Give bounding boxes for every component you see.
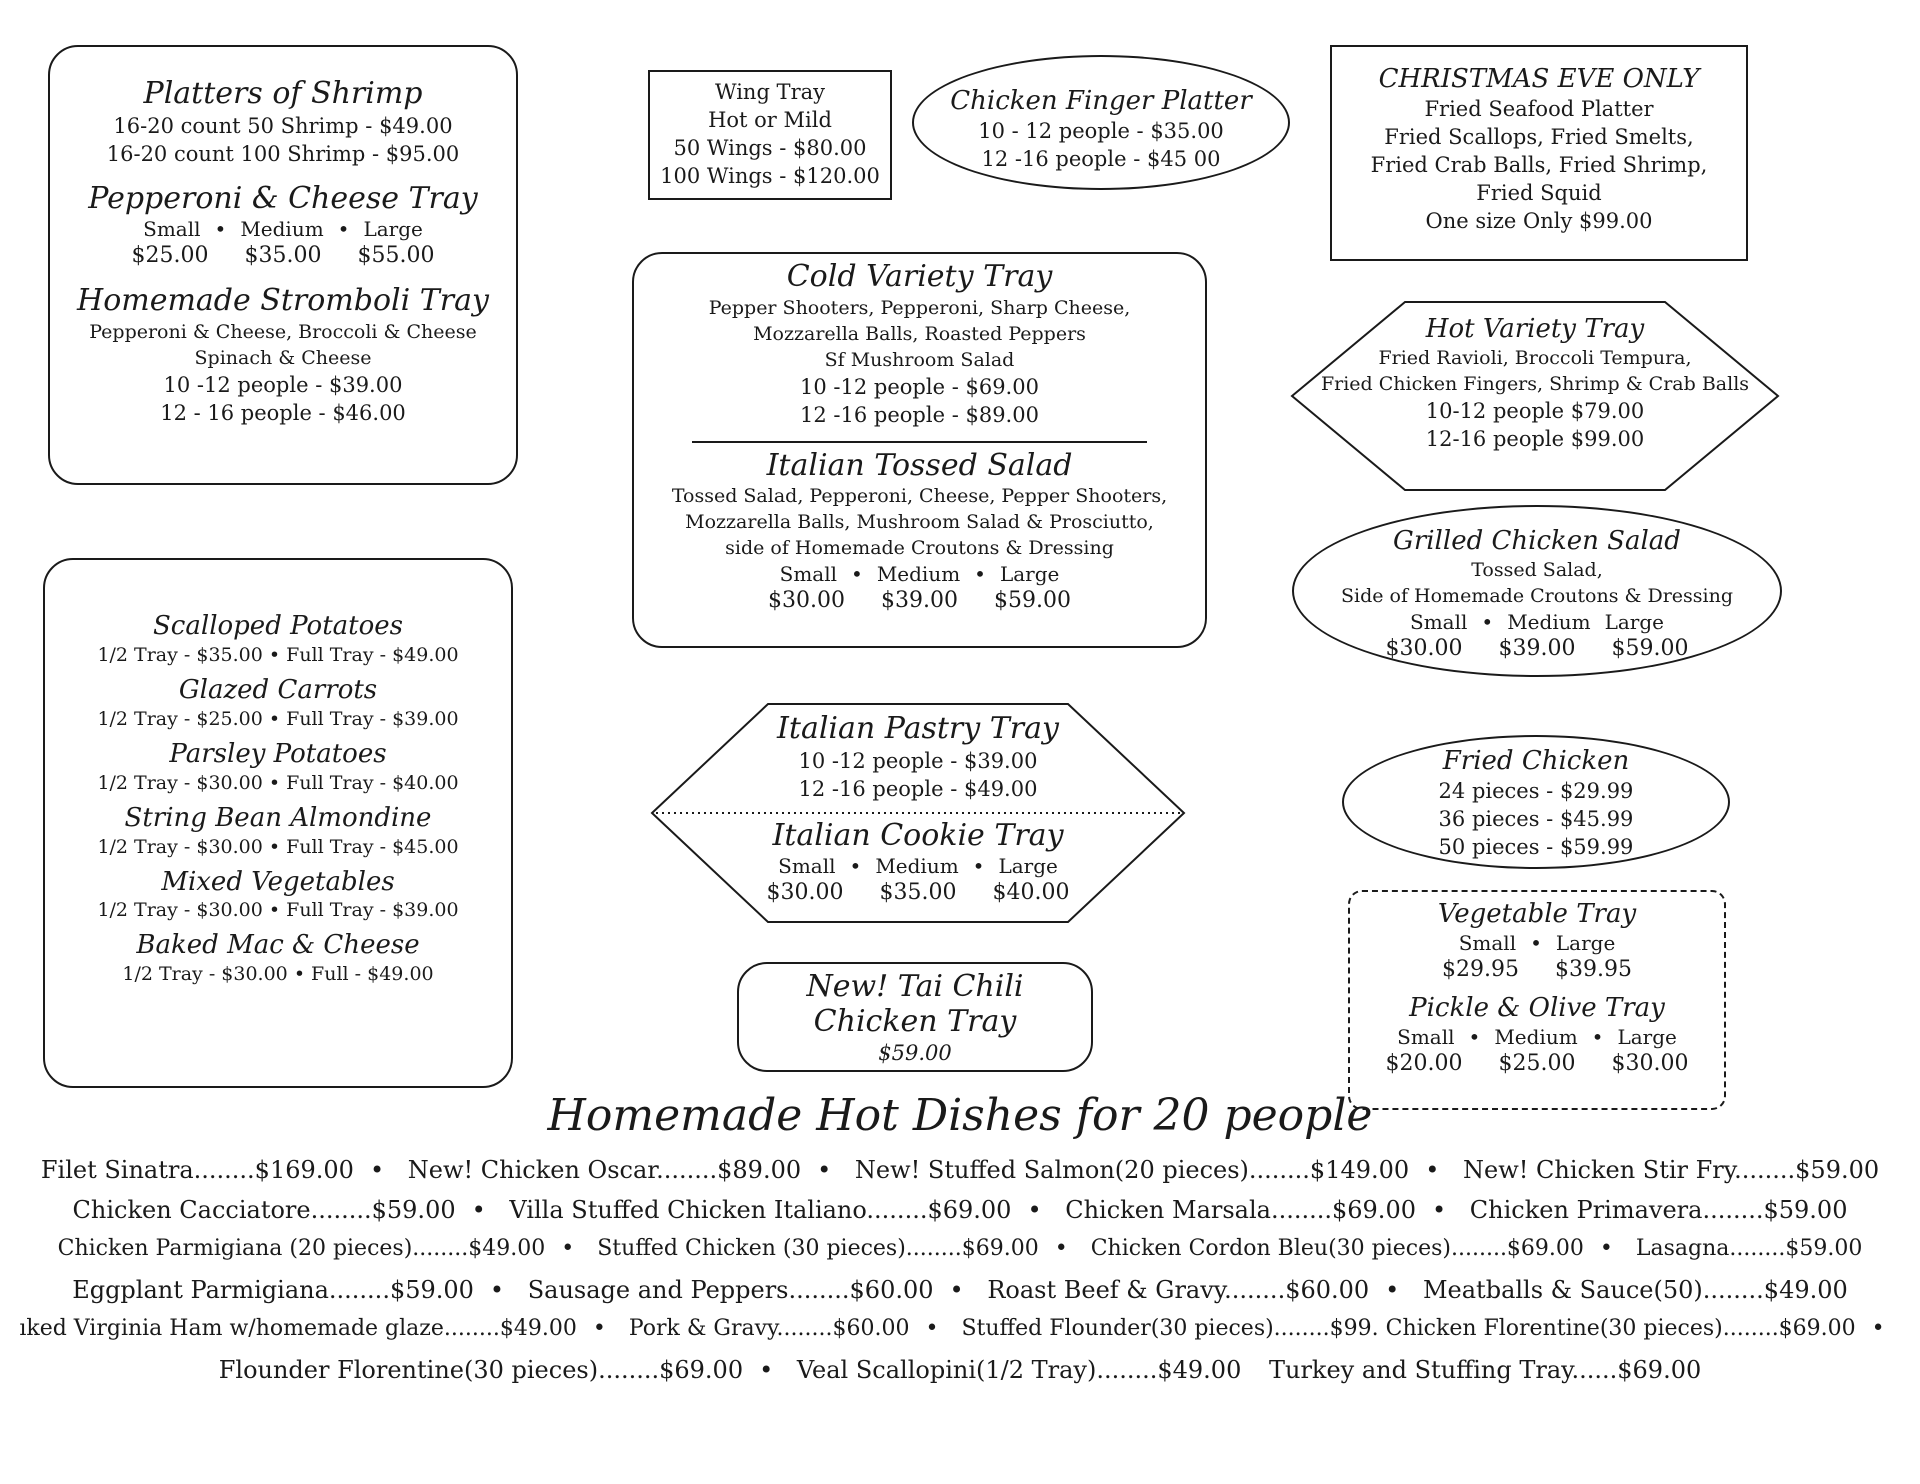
chicken-finger-line-2: 12 -16 people - $45 00 bbox=[981, 146, 1221, 171]
hot-variety-content bbox=[1290, 315, 1780, 453]
cold-variety-box: Cold Variety Tray Pepper Shooters, Pepperoni, Sharp Cheese, Mozzarella Balls, Roasted Peppers Sf Mushroom Salad 10 -12 people - $69.00 12 -16 people - $89.00 Italian Tossed Salad Tossed Salad, Pepperoni, Cheese, Pepper Shooters, Mozzarella Balls, Mushroom Salad & Prosciutto, side of Homemade Croutons & Dressing Small • Medium • Large $30.00 $39.00 $59.00 bbox=[632, 252, 1207, 648]
sides-box bbox=[43, 558, 513, 1088]
dish-villa-stuffed-chicken: Villa Stuffed Chicken Italiano........$69.00 bbox=[509, 1196, 1012, 1224]
vegetable-price-small: $29.95 bbox=[1442, 956, 1519, 982]
side-price-4: 1/2 Tray - $30.00 • Full Tray - $45.00 bbox=[97, 835, 459, 858]
shrimp-line-1: 16-20 count 50 Shrimp - $49.00 bbox=[113, 113, 453, 138]
divider-line bbox=[692, 441, 1147, 443]
side-name-4: String Bean Almondine bbox=[124, 802, 432, 833]
pastry-content: Italian Pastry Tray 10 -12 people - $39.00 12 -16 people - $49.00 Italian Cookie Tray Small • Medium • Large $30.00 $35.00 $40.00 bbox=[650, 712, 1186, 907]
pastry-line-1: 10 -12 people - $39.00 bbox=[798, 748, 1038, 773]
hot-dishes-title: Homemade Hot Dishes for 20 people bbox=[547, 1090, 1373, 1141]
tossed-salad-line-1: Tossed Salad, Pepperoni, Cheese, Pepper Shooters, bbox=[671, 485, 1168, 507]
cookie-size-medium: Medium bbox=[875, 854, 959, 878]
tossed-salad-title: Italian Tossed Salad bbox=[766, 447, 1073, 483]
wing-line-4: 100 Wings - $120.00 bbox=[660, 164, 880, 188]
dish-eggplant-parmigiana: Eggplant Parmigiana........$59.00 bbox=[72, 1276, 474, 1304]
stromboli-line-3: 10 -12 people - $39.00 bbox=[163, 372, 403, 397]
chicken-finger-title: Chicken Finger Platter bbox=[950, 86, 1252, 116]
cold-variety-title: Cold Variety Tray bbox=[786, 259, 1053, 294]
tai-chili-price: $59.00 bbox=[878, 1041, 952, 1065]
pepperoni-price-large: $55.00 bbox=[357, 243, 435, 268]
christmas-line-4: Fried Squid bbox=[1476, 180, 1602, 205]
grilled-salad-title: Grilled Chicken Salad bbox=[1393, 526, 1681, 556]
pickle-size-medium: Medium bbox=[1494, 1024, 1578, 1049]
tai-chili-box bbox=[737, 962, 1093, 1072]
hot-variety-line-3: 10-12 people $79.00 bbox=[1425, 398, 1645, 423]
pepperoni-price-small: $25.00 bbox=[131, 243, 209, 268]
hot-variety-line-2: Fried Chicken Fingers, Shrimp & Crab Balls bbox=[1320, 372, 1750, 395]
cold-variety-line-2: Mozzarella Balls, Roasted Peppers bbox=[753, 322, 1086, 345]
cold-variety-line-3: Sf Mushroom Salad bbox=[824, 348, 1015, 371]
side-name-5: Mixed Vegetables bbox=[161, 866, 395, 897]
grilled-price-medium: $39.00 bbox=[1498, 635, 1576, 661]
grilled-size-medium: Medium bbox=[1507, 609, 1591, 634]
stromboli-line-1: Pepperoni & Cheese, Broccoli & Cheese bbox=[89, 320, 477, 343]
pickle-size-small: Small bbox=[1397, 1024, 1455, 1049]
dish-chicken-marsala: Chicken Marsala........$69.00 bbox=[1065, 1196, 1416, 1224]
christmas-line-2: Fried Scallops, Fried Smelts, bbox=[1384, 124, 1694, 149]
cookie-title: Italian Cookie Tray bbox=[772, 817, 1064, 853]
tai-chili-title-1: New! Tai Chili bbox=[806, 969, 1024, 1004]
christmas-line-1: Fried Seafood Platter bbox=[1424, 96, 1654, 121]
dish-row-5: ıked Virginia Ham w/homemade glaze........$49.00 • Pork & Gravy........$60.00 • Stuffed Flounder(30 pieces)........$99. Chicken Florentine(30 pieces)........$69.00 • bbox=[19, 1316, 1885, 1341]
grilled-price-small: $30.00 bbox=[1385, 635, 1463, 661]
hot-variety-title: Hot Variety Tray bbox=[1425, 314, 1645, 344]
dish-filet-sinatra: Filet Sinatra........$169.00 bbox=[40, 1156, 354, 1184]
vegetable-size-large: Large bbox=[1555, 930, 1616, 955]
dish-meatballs: Meatballs & Sauce(50)........$49.00 bbox=[1422, 1276, 1848, 1304]
dish-lasagna: Lasagna........$59.00 bbox=[1635, 1236, 1863, 1261]
cookie-price-small: $30.00 bbox=[766, 880, 844, 905]
side-name-1: Scalloped Potatoes bbox=[153, 611, 403, 641]
grilled-size-small: Small bbox=[1410, 609, 1468, 634]
grilled-chicken-salad-oval: Grilled Chicken Salad Tossed Salad, Side of Homemade Croutons & Dressing Small • Medium Large $30.00 $39.00 $59.00 bbox=[1292, 505, 1782, 677]
christmas-eve-box bbox=[1330, 45, 1748, 261]
cookie-price-medium: $35.00 bbox=[879, 880, 957, 905]
grilled-size-large: Large bbox=[1604, 609, 1664, 634]
dish-row-1: Filet Sinatra........$169.00 • New! Chicken Oscar........$89.00 • New! Stuffed Salmon(20 pieces)........$149.00 • New! Chicken Stir Fry........$59.00 bbox=[40, 1156, 1880, 1184]
dish-chicken-cacciatore: Chicken Cacciatore........$59.00 bbox=[72, 1196, 456, 1224]
side-name-3: Parsley Potatoes bbox=[169, 738, 387, 769]
vegetable-size-small: Small bbox=[1458, 930, 1517, 955]
dish-chicken-cordon-bleu: Chicken Cordon Bleu(30 pieces)........$69.00 bbox=[1090, 1236, 1584, 1261]
dish-turkey-stuffing: Turkey and Stuffing Tray......$69.00 bbox=[1268, 1356, 1702, 1384]
side-price-2: 1/2 Tray - $25.00 • Full Tray - $39.00 bbox=[97, 707, 459, 730]
chicken-finger-line-1: 10 - 12 people - $35.00 bbox=[978, 118, 1224, 143]
dish-row-2: Chicken Cacciatore........$59.00 • Villa Stuffed Chicken Italiano........$69.00 • Chicken Marsala........$69.00 • Chicken Primavera........$59.00 bbox=[72, 1196, 1848, 1224]
chicken-finger-oval bbox=[912, 55, 1290, 190]
christmas-title: CHRISTMAS EVE ONLY bbox=[1378, 64, 1700, 94]
pickle-size-large: Large bbox=[1617, 1024, 1677, 1049]
dish-row-6: Flounder Florentine(30 pieces)........$69.00 • Veal Scallopini(1/2 Tray)........$49.00 Turkey and Stuffing Tray......$69.00 bbox=[218, 1356, 1702, 1384]
grilled-salad-line-2: Side of Homemade Croutons & Dressing bbox=[1341, 584, 1733, 607]
cold-variety-line-4: 10 -12 people - $69.00 bbox=[800, 374, 1039, 399]
side-price-5: 1/2 Tray - $30.00 • Full Tray - $39.00 bbox=[97, 899, 459, 922]
wing-line-1: Wing Tray bbox=[714, 80, 825, 104]
dish-virginia-ham: ıked Virginia Ham w/homemade glaze........$49.00 bbox=[19, 1316, 577, 1341]
dish-chicken-florentine: Chicken Florentine(30 pieces)........$69.00 bbox=[1385, 1316, 1856, 1341]
grilled-salad-line-1: Tossed Salad, bbox=[1471, 558, 1603, 581]
salad-size-large: Large bbox=[999, 562, 1060, 586]
salad-price-large: $59.00 bbox=[993, 588, 1071, 613]
hot-variety-line-4: 12-16 people $99.00 bbox=[1425, 426, 1645, 451]
vegetable-title: Vegetable Tray bbox=[1437, 899, 1637, 929]
shrimp-title: Platters of Shrimp bbox=[143, 76, 423, 111]
salad-size-medium: Medium bbox=[876, 562, 961, 586]
fried-chicken-line-2: 36 pieces - $45.99 bbox=[1438, 806, 1634, 831]
cookie-size-large: Large bbox=[998, 854, 1058, 878]
wing-line-2: Hot or Mild bbox=[708, 108, 832, 132]
vegetable-price-large: $39.95 bbox=[1555, 956, 1632, 982]
side-name-6: Baked Mac & Cheese bbox=[136, 930, 420, 961]
shrimp-line-2: 16-20 count 100 Shrimp - $95.00 bbox=[106, 141, 460, 166]
cookie-size-small: Small bbox=[778, 854, 836, 878]
cold-variety-line-5: 12 -16 people - $89.00 bbox=[800, 402, 1039, 427]
dish-sausage-peppers: Sausage and Peppers........$60.00 bbox=[527, 1276, 934, 1304]
side-price-1: 1/2 Tray - $35.00 • Full Tray - $49.00 bbox=[97, 643, 459, 666]
stromboli-title: Homemade Stromboli Tray bbox=[77, 283, 489, 318]
stromboli-line-2: Spinach & Cheese bbox=[194, 346, 372, 369]
dish-stuffed-chicken: Stuffed Chicken (30 pieces)........$69.00 bbox=[597, 1236, 1039, 1261]
salad-price-small: $30.00 bbox=[768, 588, 845, 613]
pickle-price-small: $20.00 bbox=[1385, 1050, 1463, 1076]
pepperoni-price-medium: $35.00 bbox=[244, 243, 322, 268]
tossed-salad-line-2: Mozzarella Balls, Mushroom Salad & Prosciutto, bbox=[685, 511, 1154, 533]
hot-variety-line-1: Fried Ravioli, Broccoli Tempura, bbox=[1378, 346, 1692, 369]
dish-chicken-oscar: New! Chicken Oscar........$89.00 bbox=[407, 1156, 802, 1184]
side-name-2: Glazed Carrots bbox=[178, 674, 378, 705]
salad-price-medium: $39.00 bbox=[881, 588, 958, 613]
vegetable-pickle-box: Vegetable Tray Small • Large $29.95 $39.95 Pickle & Olive Tray Small • Medium • Large $20.00 $25.00 $30.00 bbox=[1348, 890, 1726, 1110]
pickle-price-medium: $25.00 bbox=[1498, 1050, 1576, 1076]
dish-chicken-parmigiana: Chicken Parmigiana (20 pieces)........$49.00 bbox=[57, 1236, 546, 1261]
cookie-price-large: $40.00 bbox=[992, 880, 1070, 905]
christmas-line-3: Fried Crab Balls, Fried Shrimp, bbox=[1370, 152, 1708, 177]
dish-flounder-florentine: Flounder Florentine(30 pieces)........$69.00 bbox=[218, 1356, 744, 1384]
fried-chicken-title: Fried Chicken bbox=[1442, 746, 1630, 776]
pepperoni-size-medium: Medium bbox=[240, 217, 324, 241]
cold-variety-line-1: Pepper Shooters, Pepperoni, Sharp Cheese, bbox=[708, 296, 1131, 319]
side-price-3: 1/2 Tray - $30.00 • Full Tray - $40.00 bbox=[97, 771, 459, 794]
pepperoni-size-small: Small bbox=[143, 217, 201, 241]
grilled-price-large: $59.00 bbox=[1611, 635, 1689, 661]
dish-chicken-stir-fry: New! Chicken Stir Fry........$59.00 bbox=[1462, 1156, 1880, 1184]
tossed-salad-line-3: side of Homemade Croutons & Dressing bbox=[725, 537, 1114, 559]
fried-chicken-line-1: 24 pieces - $29.99 bbox=[1438, 778, 1634, 803]
pickle-price-large: $30.00 bbox=[1611, 1050, 1689, 1076]
pepperoni-size-large: Large bbox=[363, 217, 423, 241]
wing-line-3: 50 Wings - $80.00 bbox=[673, 136, 867, 160]
christmas-line-5: One size Only $99.00 bbox=[1425, 208, 1653, 233]
dish-pork-gravy: Pork & Gravy........$60.00 bbox=[628, 1316, 910, 1341]
fried-chicken-oval bbox=[1342, 735, 1730, 869]
tai-chili-title-2: Chicken Tray bbox=[813, 1003, 1017, 1039]
dish-row-3: Chicken Parmigiana (20 pieces)........$49.00 • Stuffed Chicken (30 pieces)........$69.00 • Chicken Cordon Bleu(30 pieces)........$69.00 • Lasagna........$59.00 bbox=[57, 1236, 1863, 1261]
dish-roast-beef: Roast Beef & Gravy........$60.00 bbox=[987, 1276, 1370, 1304]
dish-stuffed-salmon: New! Stuffed Salmon(20 pieces)........$149.00 bbox=[854, 1156, 1410, 1184]
dish-chicken-primavera: Chicken Primavera........$59.00 bbox=[1469, 1196, 1848, 1224]
dish-row-4: Eggplant Parmigiana........$59.00 • Sausage and Peppers........$60.00 • Roast Beef & Gravy........$60.00 • Meatballs & Sauce(50)........$49.00 bbox=[72, 1276, 1848, 1304]
pickle-title: Pickle & Olive Tray bbox=[1409, 992, 1665, 1023]
stromboli-line-4: 12 - 16 people - $46.00 bbox=[160, 400, 406, 425]
fried-chicken-line-3: 50 pieces - $59.99 bbox=[1438, 834, 1634, 859]
salad-size-small: Small bbox=[779, 562, 838, 586]
pastry-line-2: 12 -16 people - $49.00 bbox=[798, 776, 1038, 801]
shrimp-platter-box: Platters of Shrimp 16-20 count 50 Shrimp - $49.00 16-20 count 100 Shrimp - $95.00 Pepperoni & Cheese Tray Small • Medium • Large $25.00 $35.00 $55.00 Homemade Stromboli Tray Pepperoni & Cheese, Broccoli & Cheese Spinach & Cheese 10 -12 people - $39.00 12 - 16 people - $46.00 bbox=[48, 45, 518, 485]
dish-veal-scallopini: Veal Scallopini(1/2 Tray)........$49.00 bbox=[796, 1356, 1242, 1384]
pepperoni-title: Pepperoni & Cheese Tray bbox=[88, 180, 478, 216]
dish-stuffed-flounder: Stuffed Flounder(30 pieces)........$99. bbox=[961, 1316, 1379, 1341]
wing-tray-box bbox=[648, 70, 892, 200]
side-price-6: 1/2 Tray - $30.00 • Full - $49.00 bbox=[122, 963, 434, 986]
pastry-title: Italian Pastry Tray bbox=[777, 711, 1059, 746]
